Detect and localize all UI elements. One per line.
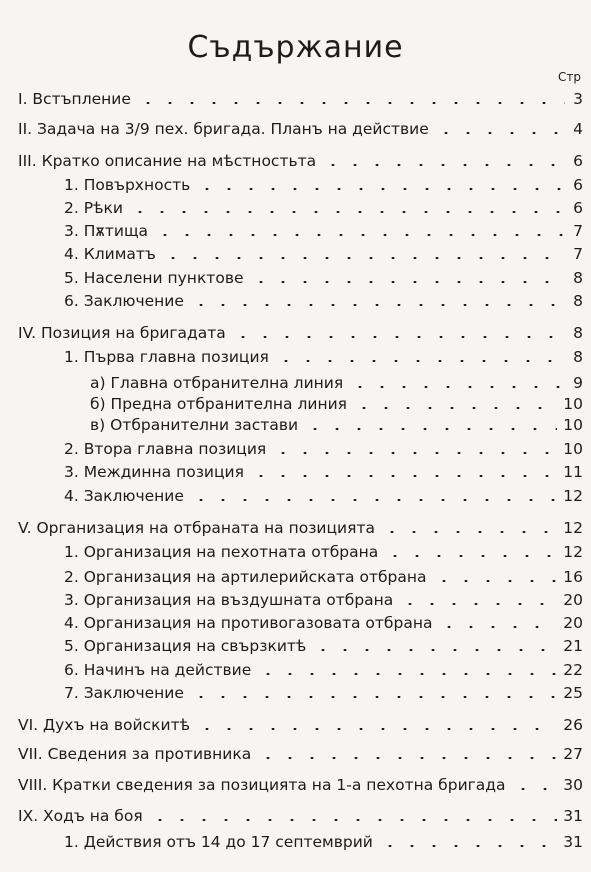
toc-entry-label: VII. Сведения за противника: [18, 745, 252, 763]
toc-entry-page: 6: [573, 199, 583, 217]
toc-entry: [64, 564, 583, 586]
toc-entry: [18, 86, 583, 108]
toc-entry-page: 31: [563, 833, 583, 851]
page-title: Съдържание: [187, 30, 404, 65]
toc-entry: [64, 172, 583, 194]
toc-entry: [64, 195, 583, 217]
toc-entry-label: 5. Населени пунктове: [64, 269, 244, 287]
toc-entry: [64, 587, 583, 609]
dot-leader: [379, 845, 557, 847]
toc-entry: [64, 459, 583, 481]
toc-entry-label: 3. Пѫтища: [64, 222, 149, 240]
toc-entry-label: 3. Междинна позиция: [64, 463, 244, 481]
toc-entry-label: VI. Духъ на войскитѣ: [18, 716, 191, 734]
dot-leader: [162, 257, 565, 259]
toc-entry-page: 12: [563, 519, 583, 537]
toc-entry-page: 12: [563, 543, 583, 561]
toc-entry-page: 3: [573, 90, 583, 108]
dot-leader: [250, 281, 566, 283]
toc-entry-page: 30: [563, 776, 583, 794]
toc-entry-label: VIII. Кратки сведения за позицията на 1-а пехотна бригада: [18, 776, 506, 794]
toc-entry-label: III. Кратко описание на мѣстностьта: [18, 152, 317, 170]
toc-entry: [64, 539, 583, 561]
dot-leader: [435, 132, 565, 134]
toc-entry-page: 6: [573, 176, 583, 194]
toc-entry-label: 1. Организация на пехотната отбрана: [64, 543, 379, 561]
dot-leader: [190, 304, 565, 306]
dot-leader: [154, 234, 565, 236]
toc-entry-page: 22: [563, 661, 583, 679]
dot-leader: [257, 673, 557, 675]
toc-entry-label: IV. Позиция на бригадата: [18, 324, 226, 342]
dot-leader: [349, 386, 565, 388]
toc-entry: [90, 370, 583, 392]
dot-leader: [275, 360, 565, 362]
dot-leader: [512, 788, 558, 790]
toc-entry: [64, 657, 583, 679]
toc-entry-label: 1. Първа главна позиция: [64, 348, 269, 366]
dot-leader: [232, 336, 565, 338]
toc-entry-label: 2. Организация на артилерийската отбрана: [64, 568, 427, 586]
toc-entry-page: 10: [563, 416, 583, 434]
dot-leader: [438, 626, 557, 628]
toc-entry-page: 11: [563, 463, 583, 481]
toc-entry: [18, 803, 583, 825]
toc-entry: [64, 633, 583, 655]
dot-leader: [190, 696, 557, 698]
toc-entry-label: а) Главна отбранителна линия: [90, 374, 344, 392]
toc-entry: [64, 436, 583, 458]
dot-leader: [196, 188, 565, 190]
dot-leader: [137, 102, 565, 104]
toc-entry: [90, 412, 583, 434]
toc-entry-page: 4: [573, 120, 583, 138]
dot-leader: [381, 531, 557, 533]
toc-entry-label: 4. Заключение: [64, 487, 184, 505]
dot-leader: [312, 649, 557, 651]
toc-entry-label: 7. Заключение: [64, 684, 184, 702]
toc-entry: [18, 320, 583, 342]
dot-leader: [304, 428, 557, 430]
toc-entry: [18, 116, 583, 138]
toc-entry: [18, 772, 583, 794]
toc-entry-label: 1. Повърхность: [64, 176, 191, 194]
dot-leader: [190, 499, 557, 501]
toc-entry-page: 10: [563, 440, 583, 458]
page-column-header: Стр: [558, 70, 581, 84]
toc-entry: [64, 829, 583, 851]
toc-entry-page: 6: [573, 152, 583, 170]
toc-entry: [64, 610, 583, 632]
toc-entry-page: 10: [563, 395, 583, 413]
toc-entry-label: 3. Организация на въздушната отбрана: [64, 591, 394, 609]
dot-leader: [196, 728, 557, 730]
toc-entry-page: 9: [573, 374, 583, 392]
dot-leader: [353, 407, 557, 409]
toc-entry-label: 6. Заключение: [64, 292, 184, 310]
toc-entry-page: 12: [563, 487, 583, 505]
dot-leader: [272, 452, 557, 454]
dot-leader: [257, 757, 557, 759]
toc-entry: [64, 241, 583, 263]
toc-entry-label: 4. Климатъ: [64, 245, 156, 263]
toc-entry-label: 1. Действия отъ 14 до 17 септемврий: [64, 833, 373, 851]
toc-entry-label: 2. Втора главна позиция: [64, 440, 267, 458]
dot-leader: [129, 211, 565, 213]
toc-entry: [64, 680, 583, 702]
dot-leader: [322, 164, 565, 166]
toc-entry: [18, 741, 583, 763]
toc-entry-label: 2. Рѣки: [64, 199, 123, 217]
toc-entry-page: 20: [563, 591, 583, 609]
toc-entry-page: 7: [573, 245, 583, 263]
dot-leader: [250, 475, 557, 477]
toc-entry-label: IX. Ходъ на боя: [18, 807, 143, 825]
toc-entry-page: 21: [563, 637, 583, 655]
toc-entry-page: 20: [563, 614, 583, 632]
toc-entry: [64, 344, 583, 366]
toc-entry: [64, 288, 583, 310]
toc-entry: [64, 265, 583, 287]
toc-entry-page: 8: [573, 324, 583, 342]
toc-entry-label: 4. Организация на противогазовата отбрана: [64, 614, 433, 632]
toc-entry-page: 27: [563, 745, 583, 763]
toc-entry-label: 6. Начинъ на действие: [64, 661, 252, 679]
toc-entry: [18, 515, 583, 537]
toc-entry-label: б) Предна отбранителна линия: [90, 395, 347, 413]
toc-entry: [18, 148, 583, 170]
toc-entry-label: II. Задача на 3/9 пех. бригада. Планъ на действие: [18, 120, 429, 138]
toc-entry-page: 25: [563, 684, 583, 702]
toc-entry-page: 31: [563, 807, 583, 825]
dot-leader: [433, 580, 558, 582]
dot-leader: [149, 819, 558, 821]
toc-entry-label: 5. Организация на свързкитѣ: [64, 637, 307, 655]
dot-leader: [384, 555, 557, 557]
toc-entry: [64, 218, 583, 240]
toc-entry: [18, 712, 583, 734]
toc-entry-page: 8: [573, 348, 583, 366]
toc-entry-page: 8: [573, 292, 583, 310]
toc-entry-page: 16: [563, 568, 583, 586]
toc-entry: [90, 391, 583, 413]
toc-entry-label: V. Организация на отбраната на позицията: [18, 519, 375, 537]
toc-entry-page: 8: [573, 269, 583, 287]
toc-entry-page: 7: [573, 222, 583, 240]
toc-entry-label: I. Встъпление: [18, 90, 131, 108]
toc-entry: [64, 483, 583, 505]
dot-leader: [399, 603, 557, 605]
toc-entry-label: в) Отбранителни застави: [90, 416, 299, 434]
toc-entry-page: 26: [563, 716, 583, 734]
